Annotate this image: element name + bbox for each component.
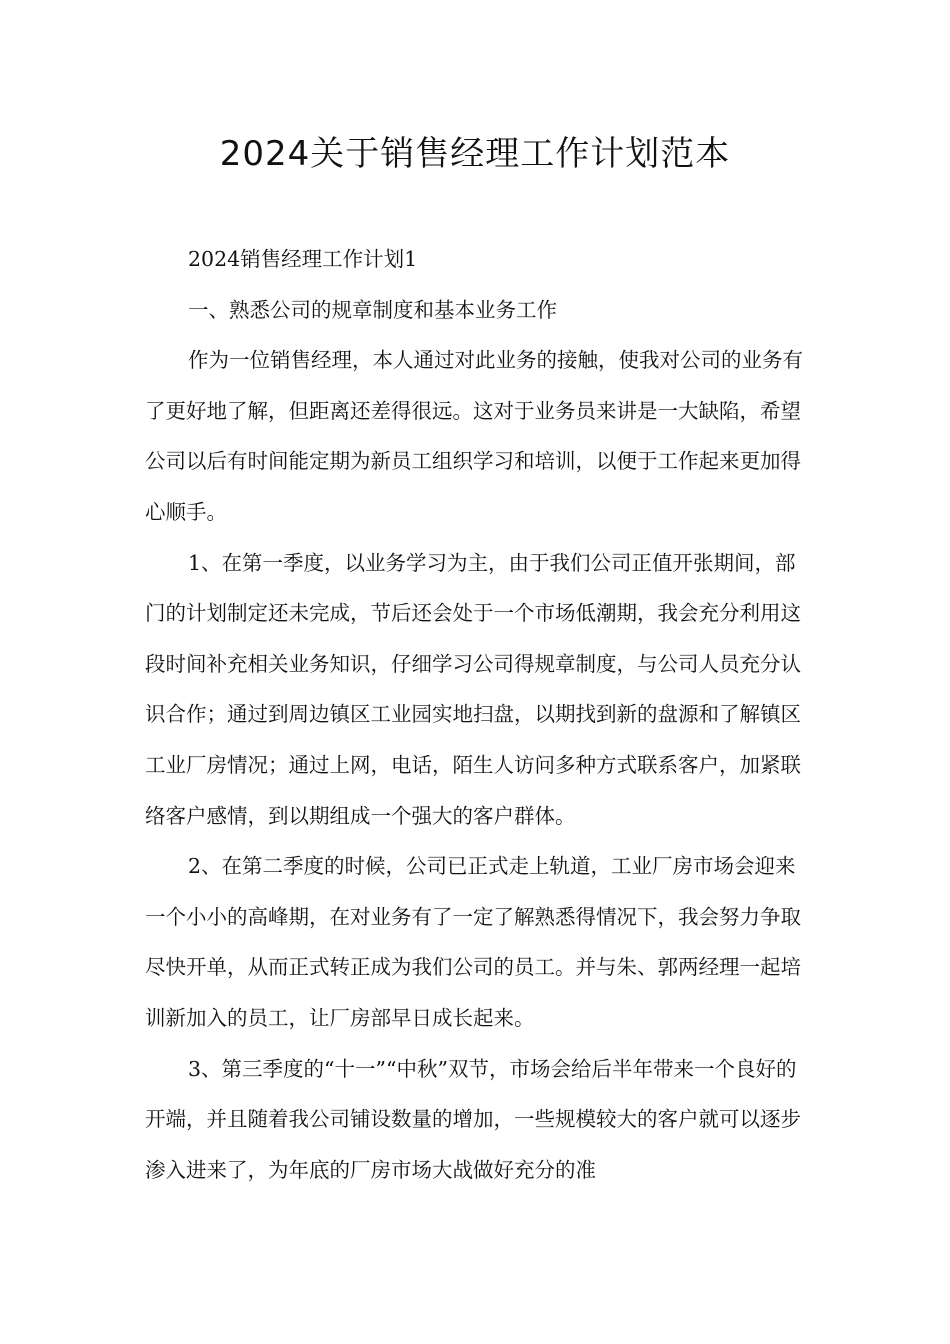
subsection-heading: 一、熟悉公司的规章制度和基本业务工作 xyxy=(188,297,557,322)
document-title: 2024关于销售经理工作计划范本 xyxy=(219,134,731,174)
paragraph-q3: 3、第三季度的“十一”“中秋”双节，市场会给后半年带来一个良好的开端，并且随着我公司铺设数量的增加，一些规模较大的客户就可以逐步渗入进来了，为年底的厂房市场大战做好充分的准 xyxy=(145,1056,801,1182)
paragraph-intro: 作为一位销售经理，本人通过对此业务的接触，使我对公司的业务有了更好地了解，但距离还差得很远。这对于业务员来讲是一大缺陷，希望公司以后有时间能定期为新员工组织学习和培训，以便于工作起来更加得心顺手。 xyxy=(145,348,803,524)
document-body xyxy=(145,234,810,1195)
paragraph-q2: 2、在第二季度的时候，公司已正式走上轨道，工业厂房市场会迎来一个小小的高峰期，在对业务有了一定了解熟悉得情况下，我会努力争取尽快开单，从而正式转正成为我们公司的员工。并与朱、郭两经理一起培训新加入的员工，让厂房部早日成长起来。 xyxy=(145,854,801,1030)
section-heading: 2024销售经理工作计划1 xyxy=(188,247,418,271)
paragraph-q1: 1、在第一季度，以业务学习为主，由于我们公司正值开张期间，部门的计划制定还未完成，节后还会处于一个市场低潮期，我会充分利用这段时间补充相关业务知识，仔细学习公司得规章制度，与公司人员充分认识合作；通过到周边镇区工业园实地扫盘，以期找到新的盘源和了解镇区工业厂房情况；通过上网，电话，陌生人访问多种方式联系客户，加紧联络客户感情，到以期组成一个强大的客户群体。 xyxy=(145,550,801,828)
